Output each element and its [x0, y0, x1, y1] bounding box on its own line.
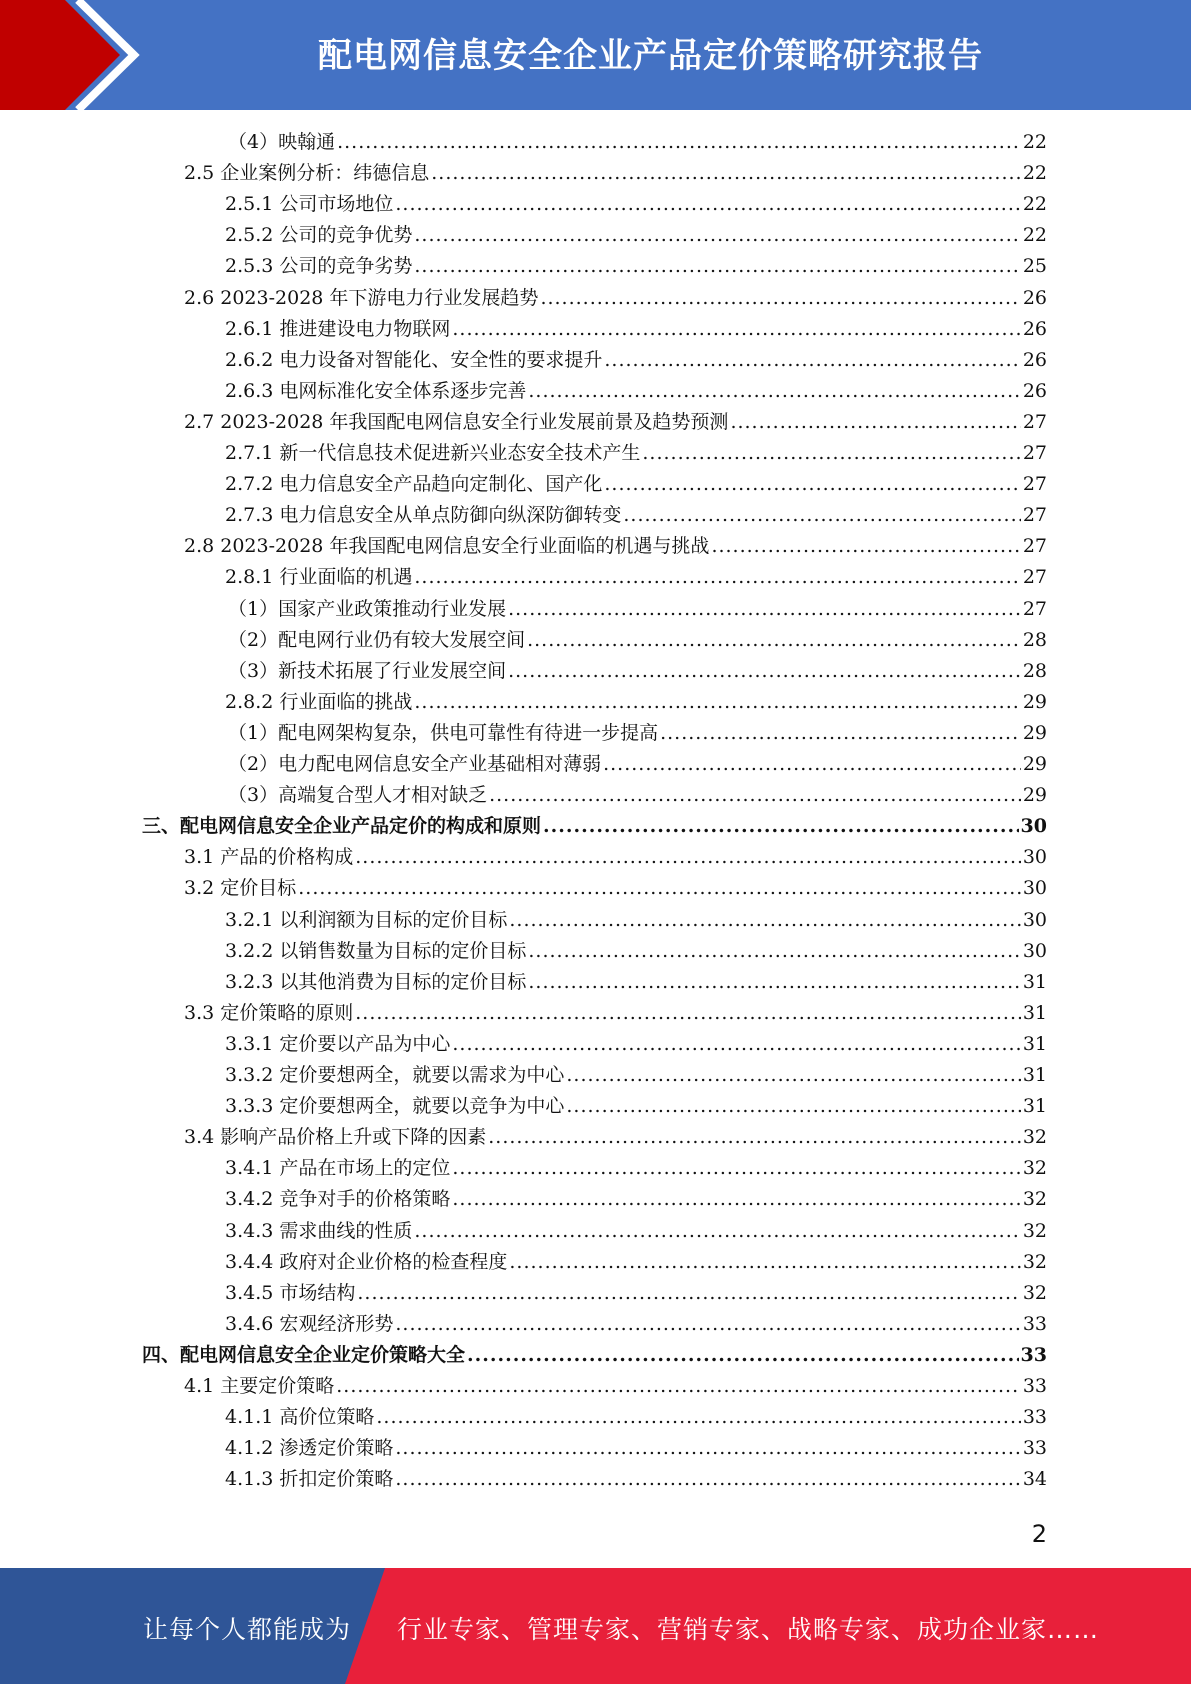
toc-entry-page: 29 — [1022, 721, 1047, 744]
toc-entry-page: 27 — [1022, 566, 1047, 589]
toc-entry-page: 26 — [1022, 348, 1047, 371]
page-header — [0, 0, 1191, 110]
toc-entry-page: 32 — [1022, 1219, 1047, 1242]
toc-dot-leader — [298, 873, 1021, 904]
toc-entry-title: 3.2 定价目标 — [184, 877, 297, 900]
toc-entry[interactable] — [184, 1371, 1047, 1402]
toc-entry-page: 25 — [1022, 255, 1047, 278]
toc-entry-page: 22 — [1022, 162, 1047, 185]
toc-entry[interactable] — [228, 749, 1047, 780]
toc-dot-leader — [528, 967, 1020, 998]
toc-entry[interactable] — [184, 283, 1047, 314]
toc-dot-leader — [603, 749, 1021, 780]
toc-entry-page: 32 — [1022, 1250, 1047, 1273]
toc-entry[interactable] — [228, 127, 1047, 158]
toc-dot-leader — [452, 314, 1020, 345]
toc-entry[interactable] — [225, 438, 1047, 469]
toc-entry-page: 27 — [1022, 473, 1047, 496]
toc-dot-leader — [566, 1060, 1020, 1091]
toc-dot-leader — [414, 251, 1020, 282]
toc-entry-page: 34 — [1022, 1468, 1047, 1491]
toc-entry-page: 31 — [1022, 1064, 1047, 1086]
toc-entry-title: 2.6 2023-2028 年下游电力行业发展趋势 — [184, 286, 539, 309]
toc-entry-page: 30 — [1022, 939, 1047, 962]
toc-entry[interactable] — [228, 780, 1047, 811]
toc-dot-leader — [452, 1153, 1020, 1184]
toc-entry-page: 32 — [1022, 1126, 1047, 1149]
toc-dot-leader — [489, 780, 1021, 811]
toc-entry-page: 27 — [1022, 410, 1047, 433]
toc-dot-leader — [660, 718, 1021, 749]
toc-entry[interactable] — [142, 1340, 1047, 1371]
toc-entry-title: 3.4.2 竞争对手的价格策略 — [225, 1188, 451, 1211]
toc-entry[interactable] — [225, 1402, 1047, 1433]
toc-entry[interactable] — [184, 873, 1047, 904]
toc-dot-leader — [414, 220, 1020, 251]
toc-entry-page: 27 — [1022, 442, 1047, 464]
toc-entry-page: 22 — [1022, 131, 1047, 153]
toc-entry[interactable] — [225, 1060, 1047, 1091]
toc-entry-page: 33 — [1022, 1406, 1047, 1429]
toc-entry[interactable] — [225, 1091, 1047, 1122]
toc-entry-title: 3.3 定价策略的原则 — [184, 1001, 354, 1024]
toc-entry-page: 31 — [1022, 1032, 1047, 1055]
toc-dot-leader — [395, 1464, 1020, 1495]
toc-entry-page: 33 — [1020, 1343, 1047, 1366]
toc-entry-title: 4.1.1 高价位策略 — [225, 1406, 375, 1429]
toc-entry[interactable] — [228, 718, 1047, 749]
toc-entry[interactable] — [225, 345, 1047, 376]
toc-entry-title: （2）电力配电网信息安全产业基础相对薄弱 — [228, 753, 602, 775]
toc-dot-leader — [452, 1184, 1020, 1215]
toc-entry[interactable] — [225, 1433, 1047, 1464]
toc-entry[interactable] — [184, 842, 1047, 873]
toc-dot-leader — [509, 1247, 1020, 1278]
toc-entry-page: 33 — [1022, 1437, 1047, 1460]
toc-entry-title: （3）新技术拓展了行业发展空间 — [228, 659, 507, 682]
toc-entry[interactable] — [225, 220, 1047, 251]
toc-dot-leader — [528, 936, 1020, 967]
toc-entry-page: 26 — [1022, 286, 1047, 309]
toc-entry-page: 30 — [1022, 846, 1047, 869]
toc-entry-title: 3.4.6 宏观经济形势 — [225, 1312, 394, 1335]
toc-entry-title: 3.2.2 以销售数量为目标的定价目标 — [225, 939, 527, 962]
toc-dot-leader — [509, 905, 1020, 936]
toc-entry-title: 2.7.3 电力信息安全从单点防御向纵深防御转变 — [225, 504, 622, 527]
toc-dot-leader — [543, 811, 1019, 842]
toc-entry-title: （1）国家产业政策推动行业发展 — [228, 597, 507, 620]
toc-dot-leader — [730, 407, 1020, 438]
toc-entry[interactable] — [184, 1122, 1047, 1153]
toc-dot-leader — [508, 656, 1021, 687]
footer-slogan-right: 行业专家、管理专家、营销专家、战略专家、成功企业家…… — [397, 1615, 1100, 1644]
toc-dot-leader — [467, 1340, 1019, 1371]
toc-entry[interactable] — [225, 376, 1047, 407]
toc-entry-page: 30 — [1020, 815, 1047, 838]
page-number: 2 — [1031, 1520, 1047, 1548]
toc-dot-leader — [395, 1309, 1020, 1340]
toc-dot-leader — [642, 438, 1020, 469]
toc-entry[interactable] — [225, 936, 1047, 967]
toc-entry[interactable] — [225, 189, 1047, 220]
toc-dot-leader — [604, 345, 1020, 376]
toc-entry-title: 3.4.3 需求曲线的性质 — [225, 1219, 413, 1242]
toc-entry-title: 3.4 影响产品价格上升或下降的因素 — [184, 1126, 487, 1149]
toc-entry[interactable] — [184, 407, 1047, 438]
toc-dot-leader — [711, 531, 1020, 562]
toc-dot-leader — [355, 842, 1021, 873]
toc-dot-leader — [414, 1216, 1020, 1247]
toc-entry[interactable] — [228, 625, 1047, 656]
toc-entry-title: 2.6.1 推进建设电力物联网 — [225, 317, 451, 340]
report-title: 配电网信息安全企业产品定价策略研究报告 — [318, 36, 983, 76]
toc-entry[interactable] — [184, 531, 1047, 562]
toc-entry-title: 4.1 主要定价策略 — [184, 1375, 335, 1397]
toc-entry[interactable] — [184, 158, 1047, 189]
toc-entry-page: 33 — [1022, 1375, 1047, 1397]
toc-entry-title: 2.5.3 公司的竞争劣势 — [225, 255, 413, 278]
toc-dot-leader — [431, 158, 1021, 189]
toc-dot-leader — [355, 998, 1021, 1029]
toc-entry-title: 3.3.3 定价要想两全，就要以竞争为中心 — [225, 1095, 565, 1118]
toc-entry[interactable] — [225, 1247, 1047, 1278]
toc-dot-leader — [488, 1122, 1021, 1153]
toc-dot-leader — [508, 594, 1021, 625]
toc-entry[interactable] — [225, 251, 1047, 282]
toc-entry-page: 22 — [1022, 193, 1047, 216]
toc-dot-leader — [527, 625, 1021, 656]
toc-dot-leader — [337, 127, 1021, 158]
toc-entry-title: 3.2.1 以利润额为目标的定价目标 — [225, 908, 508, 931]
toc-dot-leader — [414, 687, 1020, 718]
toc-entry[interactable] — [225, 562, 1047, 593]
toc-dot-leader — [623, 500, 1020, 531]
toc-dot-leader — [414, 562, 1020, 593]
toc-entry-page: 26 — [1022, 317, 1047, 340]
toc-entry[interactable] — [225, 1153, 1047, 1184]
toc-entry[interactable] — [184, 998, 1047, 1029]
toc-entry[interactable] — [228, 594, 1047, 625]
toc-entry-page: 32 — [1022, 1157, 1047, 1180]
toc-entry-page: 28 — [1022, 659, 1047, 682]
toc-entry-title: 2.7.1 新一代信息技术促进新兴业态安全技术产生 — [225, 442, 641, 464]
toc-entry-title: 四、配电网信息安全企业定价策略大全 — [142, 1343, 466, 1366]
toc-dot-leader — [604, 469, 1020, 500]
toc-entry-page: 31 — [1022, 1095, 1047, 1118]
toc-dot-leader — [452, 1029, 1020, 1060]
toc-entry-title: 3.4.1 产品在市场上的定位 — [225, 1157, 451, 1180]
toc-entry-title: 3.4.5 市场结构 — [225, 1281, 356, 1304]
toc-dot-leader — [336, 1371, 1021, 1402]
toc-entry-page: 31 — [1022, 1001, 1047, 1024]
toc-entry-title: 2.6.3 电网标准化安全体系逐步完善 — [225, 379, 527, 402]
toc-entry-page: 27 — [1022, 504, 1047, 527]
toc-entry-title: （3）高端复合型人才相对缺乏 — [228, 784, 488, 807]
header-chevron-icon — [0, 0, 160, 110]
toc-entry[interactable] — [225, 687, 1047, 718]
toc-entry-title: 2.5 企业案例分析：纬德信息 — [184, 162, 430, 185]
toc-dot-leader — [395, 1433, 1020, 1464]
toc-dot-leader — [566, 1091, 1020, 1122]
toc-entry-title: 2.6.2 电力设备对智能化、安全性的要求提升 — [225, 348, 603, 371]
toc-entry[interactable] — [225, 1464, 1047, 1495]
footer-slogan-left: 让每个人都能成为 — [143, 1615, 352, 1644]
toc-entry-title: 2.7 2023-2028 年我国配电网信息安全行业发展前景及趋势预测 — [184, 410, 729, 433]
toc-entry-title: 4.1.3 折扣定价策略 — [225, 1468, 394, 1491]
toc-entry-title: 三、配电网信息安全企业产品定价的构成和原则 — [142, 815, 542, 838]
toc-entry[interactable] — [228, 656, 1047, 687]
toc-entry-page: 30 — [1022, 908, 1047, 931]
toc-entry-page: 29 — [1022, 753, 1047, 775]
toc-entry[interactable] — [225, 1216, 1047, 1247]
toc-entry-title: 2.8.1 行业面临的机遇 — [225, 566, 413, 589]
toc-entry-page: 22 — [1022, 224, 1047, 247]
toc-entry-page: 32 — [1022, 1281, 1047, 1304]
toc-entry-page: 28 — [1022, 628, 1047, 651]
toc-entry-title: 2.5.1 公司市场地位 — [225, 193, 394, 216]
toc-entry-page: 26 — [1022, 379, 1047, 402]
toc-entry[interactable] — [142, 811, 1047, 842]
toc-entry-page: 33 — [1022, 1312, 1047, 1335]
toc-entry[interactable] — [225, 905, 1047, 936]
toc-entry-title: 3.3.1 定价要以产品为中心 — [225, 1032, 451, 1055]
toc-entry-title: 3.3.2 定价要想两全，就要以需求为中心 — [225, 1064, 565, 1086]
toc-entry-page: 27 — [1022, 535, 1047, 558]
toc-entry-title: 2.7.2 电力信息安全产品趋向定制化、国产化 — [225, 473, 603, 496]
page-footer — [0, 1568, 1191, 1684]
toc-entry[interactable] — [225, 469, 1047, 500]
toc-entry-page: 27 — [1022, 597, 1047, 620]
toc-entry[interactable] — [225, 1278, 1047, 1309]
toc-dot-leader — [528, 376, 1020, 407]
toc-entry-title: 2.8 2023-2028 年我国配电网信息安全行业面临的机遇与挑战 — [184, 535, 710, 558]
toc-entry[interactable] — [225, 500, 1047, 531]
toc-entry-title: 4.1.2 渗透定价策略 — [225, 1437, 394, 1460]
toc-entry-title: 3.2.3 以其他消费为目标的定价目标 — [225, 970, 527, 993]
toc-entry-page: 29 — [1022, 690, 1047, 713]
toc-entry-title: 3.1 产品的价格构成 — [184, 846, 354, 869]
toc-entry-page: 32 — [1022, 1188, 1047, 1211]
toc-entry-title: 2.5.2 公司的竞争优势 — [225, 224, 413, 247]
toc-entry-title: 3.4.4 政府对企业价格的检查程度 — [225, 1250, 508, 1273]
toc-entry-title: （2）配电网行业仍有较大发展空间 — [228, 628, 526, 651]
toc-entry[interactable] — [225, 967, 1047, 998]
toc-entry-page: 29 — [1022, 784, 1047, 807]
toc-entry[interactable] — [225, 1309, 1047, 1340]
toc-entry-title: （1）配电网架构复杂，供电可靠性有待进一步提高 — [228, 721, 659, 744]
toc-entry-page: 31 — [1022, 970, 1047, 993]
toc-dot-leader — [357, 1278, 1020, 1309]
toc-dot-leader — [395, 189, 1020, 220]
toc-dot-leader — [540, 283, 1020, 314]
toc-dot-leader — [376, 1402, 1020, 1433]
toc-entry-title: （4）映翰通 — [228, 131, 336, 153]
toc-entry[interactable] — [225, 1184, 1047, 1215]
toc-entry[interactable] — [225, 314, 1047, 345]
toc-entry-page: 30 — [1022, 877, 1047, 900]
toc-entry-title: 2.8.2 行业面临的挑战 — [225, 690, 413, 713]
toc-entry[interactable] — [225, 1029, 1047, 1060]
